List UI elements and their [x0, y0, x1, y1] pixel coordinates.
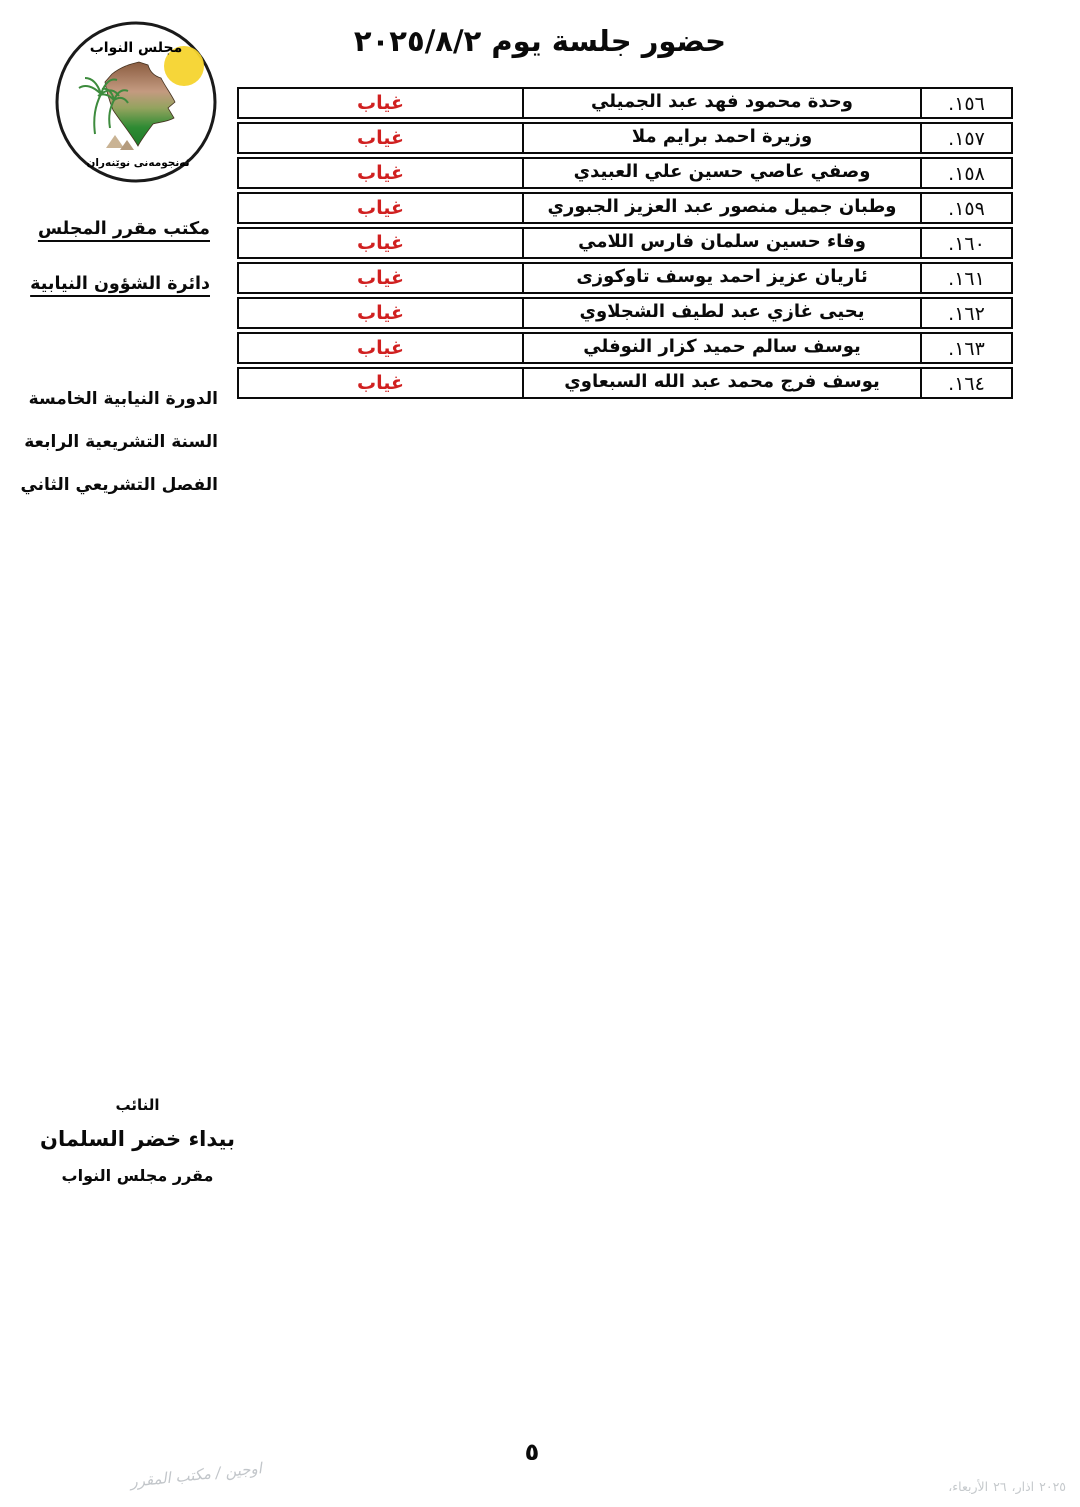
absence-status: غياب	[357, 161, 404, 184]
row-number: ١٥٧.	[948, 127, 985, 150]
footer-date-year: ٢٠٢٥	[1039, 1479, 1066, 1494]
logo-bottom-text: ئەنجومەنی نوێنەران	[86, 157, 190, 169]
table-row	[237, 297, 1013, 329]
row-number: ١٦١.	[948, 267, 985, 290]
footer-handwritten-note: اوجين / مكتب المقرر	[129, 1459, 263, 1491]
signer-role-bottom: مقرر مجلس النواب	[61, 1166, 214, 1185]
member-name: وصفي عاصي حسين علي العبيدي	[522, 159, 922, 187]
absence-status: غياب	[357, 231, 404, 254]
department-title: دائرة الشؤون النيابية	[30, 273, 210, 294]
signer-name: بيداء خضر السلمان	[40, 1127, 235, 1151]
table-row	[237, 262, 1013, 294]
table-row	[237, 122, 1013, 154]
row-number: ١٦٤.	[948, 372, 985, 395]
member-name: وفاء حسين سلمان فارس اللامي	[522, 229, 922, 257]
member-name: يوسف سالم حميد كزار النوفلي	[522, 334, 922, 362]
table-row	[237, 192, 1013, 224]
table-row	[237, 367, 1013, 399]
table-row	[237, 87, 1013, 119]
sidebar-office-block	[18, 218, 210, 327]
row-number: ١٦٢.	[948, 302, 985, 325]
member-name: يحيى غازي عبد لطيف الشجلاوي	[522, 299, 922, 327]
page-title: حضور جلسة يوم ٢٠٢٥/٨/٢	[353, 24, 727, 58]
logo-top-text: مجلس النواب	[89, 40, 183, 56]
signer-role-top: النائب	[115, 1096, 160, 1114]
row-number: ١٦٣.	[948, 337, 985, 360]
footer-date-weekday: الأربعاء،	[948, 1479, 989, 1494]
absence-status: غياب	[357, 126, 404, 149]
member-name: يوسف فرج محمد عبد الله السبعاوي	[522, 369, 922, 397]
page-number: ٥	[524, 1438, 540, 1466]
sidebar-session-block	[18, 388, 218, 517]
table-row	[237, 227, 1013, 259]
footer-date	[948, 1479, 1066, 1494]
absence-status: غياب	[357, 371, 404, 394]
office-title: مكتب مقرر المجلس	[37, 219, 210, 239]
parliamentary-term: الدورة النيابية الخامسة	[28, 389, 218, 409]
absence-status: غياب	[357, 301, 404, 324]
member-name: وحدة محمود فهد عبد الجميلي	[522, 89, 922, 117]
table-row	[237, 332, 1013, 364]
member-name: وطبان جميل منصور عبد العزيز الجبوري	[522, 194, 922, 222]
signature-block	[30, 1096, 245, 1185]
footer-date-month: اذار،	[1011, 1479, 1035, 1494]
row-number: ١٥٨.	[948, 162, 985, 185]
absence-status: غياب	[357, 196, 404, 219]
member-name: ئاريان عزيز احمد يوسف تاوكوزى	[522, 264, 922, 292]
legislative-year: السنة التشريعية الرابعة	[24, 432, 218, 453]
row-number: ١٦٠.	[948, 232, 985, 255]
legislative-chapter: الفصل التشريعي الثاني	[20, 475, 218, 496]
absence-status: غياب	[357, 336, 404, 359]
member-name: وزيرة احمد برايم ملا	[522, 124, 922, 152]
footer-date-day: ٢٦	[993, 1479, 1007, 1494]
table-row	[237, 157, 1013, 189]
attendance-table	[237, 87, 1013, 399]
row-number: ١٥٩.	[948, 197, 985, 220]
absence-status: غياب	[357, 91, 404, 114]
absence-status: غياب	[357, 266, 404, 289]
row-number: ١٥٦.	[948, 92, 985, 115]
